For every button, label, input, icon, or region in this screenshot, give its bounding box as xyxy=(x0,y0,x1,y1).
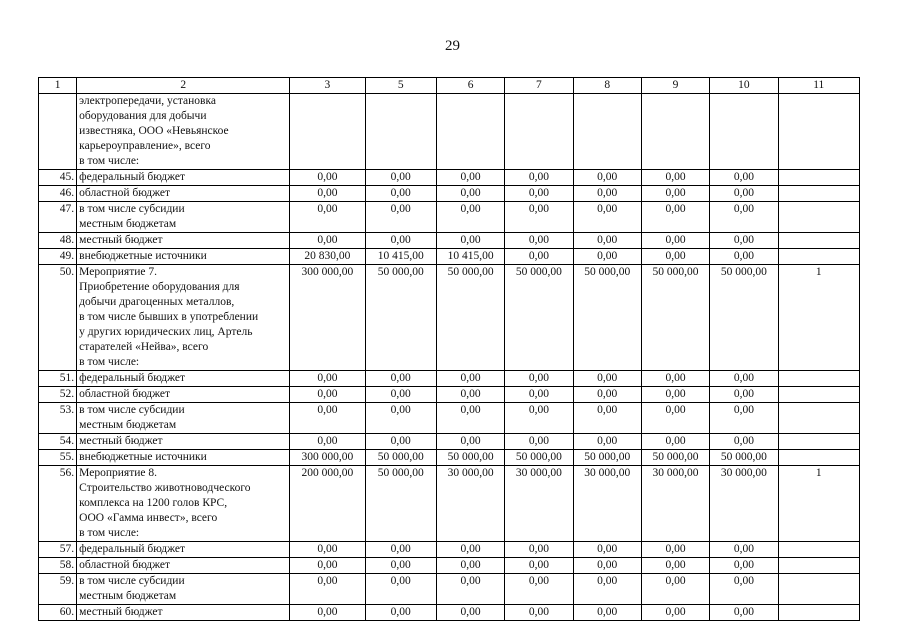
value-cell: 50 000,00 xyxy=(436,450,504,466)
value-cell: 30 000,00 xyxy=(573,466,641,542)
value-cell: 30 000,00 xyxy=(710,466,778,542)
row-description: в том числе субсидии местным бюджетам xyxy=(77,574,290,605)
value-cell: 0,00 xyxy=(290,202,365,233)
row-number: 53. xyxy=(39,403,77,434)
column-11-cell xyxy=(778,434,859,450)
row-number: 45. xyxy=(39,170,77,186)
table-row xyxy=(39,434,860,450)
value-cell: 0,00 xyxy=(573,249,641,265)
value-cell: 0,00 xyxy=(641,170,709,186)
table-row xyxy=(39,574,860,605)
table-row xyxy=(39,403,860,434)
value-cell: 0,00 xyxy=(290,233,365,249)
column-11-cell xyxy=(778,574,859,605)
value-cell xyxy=(505,94,573,170)
table-row xyxy=(39,558,860,574)
column-11-cell xyxy=(778,202,859,233)
value-cell: 0,00 xyxy=(710,542,778,558)
value-cell: 50 000,00 xyxy=(436,265,504,371)
column-header: 9 xyxy=(641,78,709,94)
value-cell: 0,00 xyxy=(365,605,436,621)
row-description: Мероприятие 7. Приобретение оборудования для добычи драгоценных металлов, в том числе бывших в употреблении у других юридических лиц, Артель старателей «Нейва», всего в том числе: xyxy=(77,265,290,371)
table-row xyxy=(39,387,860,403)
value-cell xyxy=(436,94,504,170)
column-header: 5 xyxy=(365,78,436,94)
table-row xyxy=(39,265,860,371)
column-11-cell xyxy=(778,170,859,186)
table-row xyxy=(39,371,860,387)
row-number: 56. xyxy=(39,466,77,542)
value-cell: 50 000,00 xyxy=(710,265,778,371)
value-cell xyxy=(641,94,709,170)
value-cell: 0,00 xyxy=(641,605,709,621)
value-cell: 0,00 xyxy=(290,558,365,574)
value-cell: 50 000,00 xyxy=(505,450,573,466)
value-cell: 0,00 xyxy=(436,202,504,233)
value-cell xyxy=(710,94,778,170)
value-cell: 0,00 xyxy=(290,434,365,450)
table-row xyxy=(39,170,860,186)
row-number: 48. xyxy=(39,233,77,249)
value-cell: 50 000,00 xyxy=(710,450,778,466)
value-cell: 300 000,00 xyxy=(290,450,365,466)
column-header: 2 xyxy=(77,78,290,94)
value-cell: 0,00 xyxy=(573,434,641,450)
value-cell: 0,00 xyxy=(710,558,778,574)
table-body xyxy=(39,94,860,621)
value-cell: 0,00 xyxy=(436,403,504,434)
column-11-cell xyxy=(778,387,859,403)
value-cell: 50 000,00 xyxy=(365,265,436,371)
value-cell: 0,00 xyxy=(710,249,778,265)
value-cell: 0,00 xyxy=(573,558,641,574)
value-cell: 0,00 xyxy=(290,371,365,387)
value-cell: 0,00 xyxy=(641,403,709,434)
value-cell: 0,00 xyxy=(436,170,504,186)
value-cell: 0,00 xyxy=(505,233,573,249)
row-number: 58. xyxy=(39,558,77,574)
value-cell: 0,00 xyxy=(365,202,436,233)
column-11-cell: 1 xyxy=(778,466,859,542)
value-cell: 30 000,00 xyxy=(436,466,504,542)
row-number: 60. xyxy=(39,605,77,621)
value-cell: 0,00 xyxy=(365,186,436,202)
column-11-cell xyxy=(778,94,859,170)
value-cell: 50 000,00 xyxy=(641,450,709,466)
table-row xyxy=(39,94,860,170)
row-number: 55. xyxy=(39,450,77,466)
value-cell: 0,00 xyxy=(641,249,709,265)
value-cell: 10 415,00 xyxy=(436,249,504,265)
page-number: 29 xyxy=(445,38,460,54)
value-cell: 0,00 xyxy=(573,202,641,233)
value-cell: 0,00 xyxy=(641,387,709,403)
value-cell: 0,00 xyxy=(641,542,709,558)
value-cell: 50 000,00 xyxy=(365,450,436,466)
value-cell: 0,00 xyxy=(505,186,573,202)
value-cell: 30 000,00 xyxy=(505,466,573,542)
row-number: 51. xyxy=(39,371,77,387)
row-description: областной бюджет xyxy=(77,186,290,202)
row-description: федеральный бюджет xyxy=(77,170,290,186)
column-11-cell: 1 xyxy=(778,265,859,371)
row-description: федеральный бюджет xyxy=(77,542,290,558)
value-cell: 0,00 xyxy=(365,542,436,558)
row-description: в том числе субсидии местным бюджетам xyxy=(77,403,290,434)
value-cell: 0,00 xyxy=(710,233,778,249)
row-number: 57. xyxy=(39,542,77,558)
value-cell: 0,00 xyxy=(710,186,778,202)
column-header: 3 xyxy=(290,78,365,94)
value-cell: 0,00 xyxy=(710,371,778,387)
column-11-cell xyxy=(778,233,859,249)
value-cell: 0,00 xyxy=(710,202,778,233)
table-row xyxy=(39,202,860,233)
value-cell: 0,00 xyxy=(573,574,641,605)
table-row xyxy=(39,605,860,621)
budget-table xyxy=(38,77,860,621)
value-cell: 0,00 xyxy=(365,574,436,605)
value-cell: 0,00 xyxy=(710,434,778,450)
value-cell: 0,00 xyxy=(710,170,778,186)
value-cell: 0,00 xyxy=(505,542,573,558)
row-description: Мероприятие 8. Строительство животноводческого комплекса на 1200 голов КРС, ООО «Гамма инвест», всего в том числе: xyxy=(77,466,290,542)
value-cell xyxy=(573,94,641,170)
value-cell: 200 000,00 xyxy=(290,466,365,542)
value-cell: 0,00 xyxy=(365,434,436,450)
row-number: 54. xyxy=(39,434,77,450)
value-cell: 0,00 xyxy=(573,186,641,202)
value-cell: 0,00 xyxy=(365,403,436,434)
value-cell: 50 000,00 xyxy=(641,265,709,371)
value-cell: 50 000,00 xyxy=(573,450,641,466)
row-number: 46. xyxy=(39,186,77,202)
table-row xyxy=(39,249,860,265)
row-description: внебюджетные источники xyxy=(77,249,290,265)
table-row xyxy=(39,450,860,466)
value-cell: 0,00 xyxy=(710,574,778,605)
column-header: 1 xyxy=(39,78,77,94)
value-cell: 0,00 xyxy=(641,186,709,202)
value-cell: 0,00 xyxy=(573,542,641,558)
value-cell: 0,00 xyxy=(436,574,504,605)
value-cell: 0,00 xyxy=(505,558,573,574)
column-11-cell xyxy=(778,542,859,558)
row-description: областной бюджет xyxy=(77,387,290,403)
value-cell: 0,00 xyxy=(573,403,641,434)
value-cell: 10 415,00 xyxy=(365,249,436,265)
column-11-cell xyxy=(778,186,859,202)
value-cell: 0,00 xyxy=(365,170,436,186)
column-11-cell xyxy=(778,450,859,466)
table-row xyxy=(39,542,860,558)
value-cell: 0,00 xyxy=(573,170,641,186)
value-cell: 0,00 xyxy=(641,558,709,574)
value-cell: 0,00 xyxy=(641,574,709,605)
value-cell: 0,00 xyxy=(505,371,573,387)
value-cell: 0,00 xyxy=(505,605,573,621)
value-cell: 0,00 xyxy=(436,542,504,558)
value-cell: 0,00 xyxy=(436,434,504,450)
row-description: местный бюджет xyxy=(77,233,290,249)
value-cell: 0,00 xyxy=(436,186,504,202)
value-cell: 0,00 xyxy=(290,542,365,558)
row-number: 59. xyxy=(39,574,77,605)
value-cell: 0,00 xyxy=(573,233,641,249)
value-cell: 0,00 xyxy=(710,605,778,621)
value-cell: 0,00 xyxy=(505,403,573,434)
table-row xyxy=(39,186,860,202)
column-11-cell xyxy=(778,371,859,387)
value-cell: 0,00 xyxy=(365,387,436,403)
column-11-cell xyxy=(778,605,859,621)
value-cell: 0,00 xyxy=(573,605,641,621)
column-11-cell xyxy=(778,249,859,265)
value-cell: 0,00 xyxy=(710,387,778,403)
value-cell: 0,00 xyxy=(436,558,504,574)
column-11-cell xyxy=(778,558,859,574)
value-cell: 0,00 xyxy=(436,605,504,621)
value-cell: 0,00 xyxy=(641,202,709,233)
value-cell: 0,00 xyxy=(436,387,504,403)
value-cell: 20 830,00 xyxy=(290,249,365,265)
value-cell: 0,00 xyxy=(436,371,504,387)
row-description: электропередачи, установка оборудования для добычи известняка, ООО «Невьянское карьероуправление», всего в том числе: xyxy=(77,94,290,170)
value-cell: 0,00 xyxy=(505,202,573,233)
row-number xyxy=(39,94,77,170)
value-cell: 0,00 xyxy=(290,605,365,621)
value-cell: 0,00 xyxy=(290,387,365,403)
value-cell: 50 000,00 xyxy=(505,265,573,371)
table-row xyxy=(39,233,860,249)
value-cell: 0,00 xyxy=(573,371,641,387)
value-cell: 0,00 xyxy=(505,170,573,186)
value-cell: 0,00 xyxy=(365,371,436,387)
column-header: 8 xyxy=(573,78,641,94)
value-cell: 0,00 xyxy=(641,233,709,249)
table-header xyxy=(39,78,860,94)
value-cell: 0,00 xyxy=(505,249,573,265)
value-cell: 300 000,00 xyxy=(290,265,365,371)
row-description: местный бюджет xyxy=(77,605,290,621)
column-header: 7 xyxy=(505,78,573,94)
row-description: в том числе субсидии местным бюджетам xyxy=(77,202,290,233)
row-description: местный бюджет xyxy=(77,434,290,450)
value-cell xyxy=(365,94,436,170)
value-cell: 0,00 xyxy=(365,233,436,249)
value-cell: 0,00 xyxy=(365,558,436,574)
column-header: 11 xyxy=(778,78,859,94)
row-description: федеральный бюджет xyxy=(77,371,290,387)
row-number: 50. xyxy=(39,265,77,371)
header-row xyxy=(39,78,860,94)
value-cell: 0,00 xyxy=(573,387,641,403)
value-cell: 30 000,00 xyxy=(641,466,709,542)
value-cell: 0,00 xyxy=(710,403,778,434)
value-cell: 50 000,00 xyxy=(573,265,641,371)
value-cell xyxy=(290,94,365,170)
value-cell: 0,00 xyxy=(290,186,365,202)
row-description: областной бюджет xyxy=(77,558,290,574)
row-description: внебюджетные источники xyxy=(77,450,290,466)
row-number: 47. xyxy=(39,202,77,233)
value-cell: 0,00 xyxy=(290,403,365,434)
value-cell: 0,00 xyxy=(505,387,573,403)
value-cell: 0,00 xyxy=(436,233,504,249)
table-row xyxy=(39,466,860,542)
row-number: 52. xyxy=(39,387,77,403)
value-cell: 0,00 xyxy=(505,574,573,605)
column-11-cell xyxy=(778,403,859,434)
column-header: 10 xyxy=(710,78,778,94)
value-cell: 0,00 xyxy=(641,434,709,450)
value-cell: 0,00 xyxy=(641,371,709,387)
value-cell: 0,00 xyxy=(505,434,573,450)
value-cell: 0,00 xyxy=(290,574,365,605)
row-number: 49. xyxy=(39,249,77,265)
value-cell: 0,00 xyxy=(290,170,365,186)
value-cell: 50 000,00 xyxy=(365,466,436,542)
column-header: 6 xyxy=(436,78,504,94)
